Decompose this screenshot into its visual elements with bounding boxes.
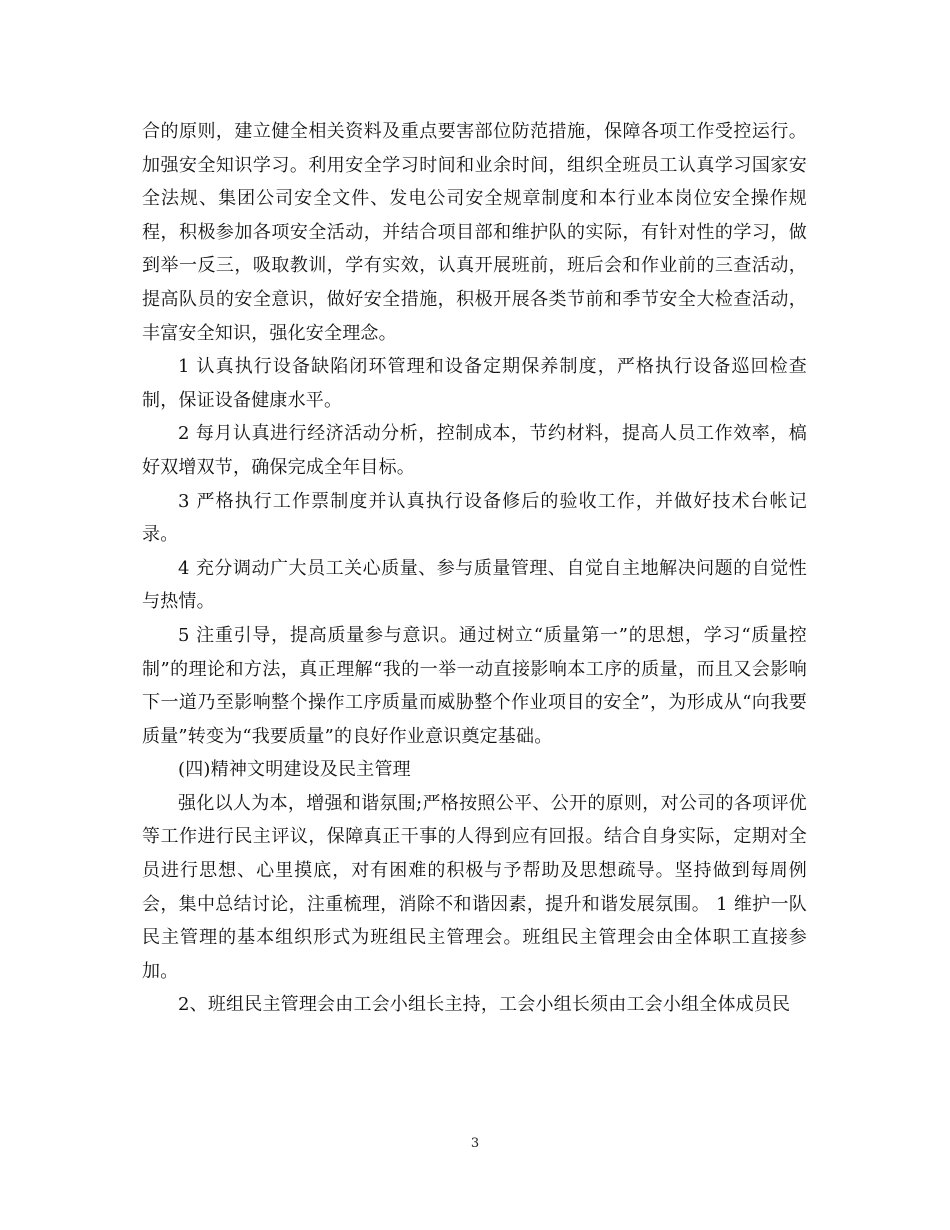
document-body [142, 115, 807, 1022]
paragraph-3: 2 每月认真进行经济活动分析，控制成本，节约材料，提高人员工作效率，槁好双增双节，确保完成全年目标。 [142, 423, 807, 478]
paragraph-1: 合的原则，建立健全相关资料及重点要害部位防范措施，保障各项工作受控运行。加强安全知识学习。利用安全学习时间和业余时间，组织全班员工认真学习国家安全法规、集团公司安全文件、发电公司安全规章制度和本行业本岗位安全操作规程，积极参加各项安全活动，并结合项目部和维护队的实际，有针对性的学习，做到举一反三，吸取教训，学有实效，认真开展班前，班后会和作业前的三查活动，提高队员的安全意识，做好安全措施，积极开展各类节前和季节安全大检查活动，丰富安全知识，强化安全理念。 [142, 121, 807, 344]
section-heading: (四)精神文明建设及民主管理 [178, 759, 411, 781]
paragraph-2: 1 认真执行设备缺陷闭环管理和设备定期保养制度，严格执行设备巡回检查制，保证设备健康水平。 [142, 356, 807, 411]
paragraph-8: 2、班组民主管理会由工会小组长主持，工会小组长须由工会小组全体成员民 [178, 994, 791, 1016]
paragraph-5: 4 充分调动广大员工关心质量、参与质量管理、自觉自主地解决问题的自觉性与热情。 [142, 557, 807, 613]
paragraph-6: 5 注重引导，提高质量参与意识。通过树立“质量第一”的思想，学习“质量控制”的理论和方法，真正理解“我的一举一动直接影响本工序的质量，而且又会影响下一道乃至影响整个操作工序质量而威胁整个作业项目的安全”，为形成从“向我要质量”转变为“我要质量”的良好作业意识奠定基础。 [142, 624, 807, 747]
paragraph-7: 强化以人为本，增强和谐氛围;严格按照公平、公开的原则，对公司的各项评优等工作进行民主评议，保障真正干事的人得到应有回报。结合自身实际，定期对全员进行思想、心里摸底，对有困难的积极与予帮助及思想疏导。坚持做到每周例会，集中总结讨论，注重梳理，消除不和谐因素，提升和谐发展氛围。 1 维护一队民主管理的基本组织形式为班组民主管理会。班组民主管理会由全体职工直接参加。 [142, 792, 807, 982]
paragraph-4: 3 严格执行工作票制度并认真执行设备修后的验收工作，并做好技术台帐记录。 [142, 490, 807, 546]
page-number: 3 [470, 1136, 480, 1151]
